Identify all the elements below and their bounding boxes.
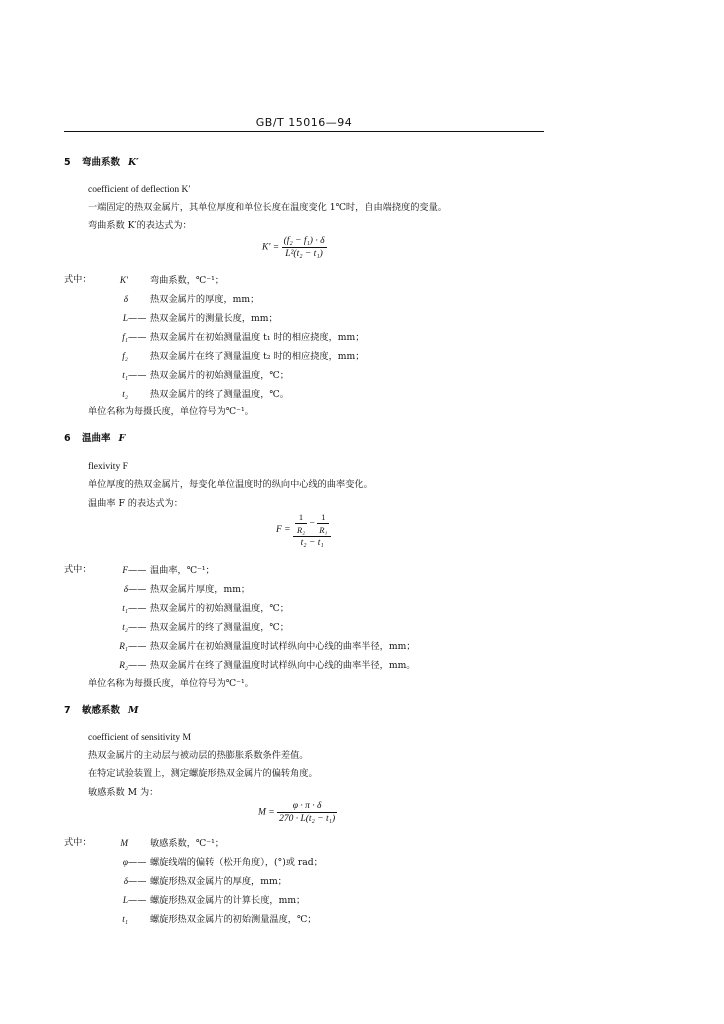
definition-dash: —— xyxy=(128,660,147,671)
definition-row xyxy=(64,350,364,363)
section-7-defs xyxy=(64,837,92,849)
definition-row xyxy=(64,293,259,306)
section-5-formula-intro: 弯曲系数 K′的表达式为： xyxy=(88,220,192,231)
definition-symbol: L xyxy=(122,313,128,323)
definition-symbol: t₁ xyxy=(122,914,128,924)
definition-dash: —— xyxy=(128,603,147,614)
definition-symbol: F xyxy=(122,565,128,575)
definition-text: 螺旋形热双金属片的厚度，mm； xyxy=(150,876,287,887)
definition-text: 热双金属片在终了测量温度 t₂ 时的相应挠度，mm； xyxy=(150,351,365,362)
definition-dash: —— xyxy=(128,370,147,381)
formula-lhs: M = xyxy=(258,807,275,818)
definition-text: 弯曲系数，℃⁻¹； xyxy=(150,275,224,286)
where-label: 式中： xyxy=(64,274,92,285)
section-6-heading xyxy=(64,433,125,445)
definition-row xyxy=(64,583,250,596)
inner-denominator-a: R₂ xyxy=(296,525,306,535)
definition-text: 热双金属片的初始测量温度，℃； xyxy=(150,603,289,614)
definition-row xyxy=(64,659,416,672)
definition-symbol: t₂ xyxy=(122,622,128,632)
where-label: 式中： xyxy=(64,564,92,575)
header-rule xyxy=(64,131,544,132)
definition-row xyxy=(64,856,323,869)
section-5-number: 5 xyxy=(64,157,71,168)
formula-outer-numerator xyxy=(293,512,331,537)
formula-minus: − xyxy=(309,518,315,529)
section-6-formula xyxy=(276,512,331,548)
section-7-symbol: M xyxy=(128,705,139,716)
section-7-formula xyxy=(258,801,337,824)
section-5-definition: 一端固定的热双金属片，其单位厚度和单位长度在温度变化 1℃时，自由端挠度的变量。 xyxy=(88,202,447,213)
formula-inner-fraction-b xyxy=(317,512,329,535)
definition-text: 热双金属片的厚度，mm； xyxy=(150,294,260,305)
definition-text: 热双金属片在终了测量温度时试样纵向中心线的曲率半径，mm。 xyxy=(150,660,416,671)
definition-text: 热双金属片的终了测量温度，℃； xyxy=(150,622,289,633)
definition-text: 热双金属片的初始测量温度，℃； xyxy=(150,370,289,381)
definition-symbol: K′ xyxy=(119,275,128,285)
definition-text: 热双金属片在初始测量温度 t₁ 时的相应挠度，mm； xyxy=(150,332,365,343)
section-6-definition: 单位厚度的热双金属片，每变化单位温度时的纵向中心线的曲率变化。 xyxy=(88,479,373,490)
section-7-formula-intro: 敏感系数 M 为： xyxy=(88,787,159,798)
formula-fraction xyxy=(282,236,327,259)
formula-inner-fraction-a xyxy=(295,512,307,535)
formula-denominator: 270 · L(t₂ − t₁) xyxy=(279,814,336,824)
definition-dash: —— xyxy=(128,876,147,887)
section-7-number: 7 xyxy=(64,705,71,716)
formula-lhs: F = xyxy=(276,525,291,535)
definition-dash: —— xyxy=(128,622,147,633)
section-6-number: 6 xyxy=(64,433,71,444)
definition-symbol: f₁ xyxy=(122,332,128,342)
formula-outer-fraction xyxy=(293,512,331,548)
definition-symbol: δ xyxy=(123,294,128,304)
definition-row xyxy=(64,640,416,653)
definition-text: 热双金属片的终了测量温度，℃。 xyxy=(150,389,289,400)
definition-symbol: R₂ xyxy=(119,660,128,670)
section-5-defs xyxy=(64,274,92,286)
definition-dash: —— xyxy=(128,565,147,576)
section-7-definition-1: 热双金属片的主动层与被动层的热膨胀系数条件差值。 xyxy=(88,750,309,761)
definition-symbol: f₂ xyxy=(122,351,128,361)
section-6-defs xyxy=(64,564,92,576)
section-6-title: 温曲率 xyxy=(82,433,111,444)
section-6-english-term: flexivity F xyxy=(88,462,128,472)
definition-text: 热双金属片的测量长度，mm； xyxy=(150,313,278,324)
formula-outer-denominator: t₂ − t₁ xyxy=(300,538,324,548)
section-5-english-term: coefficient of deflection K′ xyxy=(88,185,191,195)
section-6-formula-intro: 温曲率 F 的表达式为： xyxy=(88,498,183,509)
section-5-heading xyxy=(64,157,139,169)
standard-code-header: GB/T 15016—94 xyxy=(255,116,353,129)
definition-dash: —— xyxy=(128,313,147,324)
formula-numerator: (f₂ − f₁) · δ xyxy=(283,236,325,246)
section-5-symbol: K′ xyxy=(128,157,139,168)
definition-text: 热双金属片在初始测量温度时试样纵向中心线的曲率半径，mm； xyxy=(150,641,416,652)
formula-lhs: K′ = xyxy=(262,242,280,253)
definition-dash: —— xyxy=(128,895,147,906)
definition-row xyxy=(64,312,278,325)
definition-dash: —— xyxy=(128,332,147,343)
section-5-unit-note: 单位名称为每摄氏度，单位符号为℃⁻¹。 xyxy=(88,406,254,417)
definition-row xyxy=(64,602,289,615)
definition-row xyxy=(64,369,289,382)
definition-dash: —— xyxy=(128,641,147,652)
definition-text: 温曲率，℃⁻¹； xyxy=(150,565,215,576)
where-label: 式中： xyxy=(64,837,92,848)
section-7-heading xyxy=(64,705,139,717)
formula-denominator: L²(t₂ − t₁) xyxy=(285,249,323,259)
section-7-english-term: coefficient of sensitivity M xyxy=(88,733,191,743)
definition-row xyxy=(64,331,364,344)
definition-symbol: L xyxy=(122,895,128,905)
definition-row xyxy=(64,388,289,401)
inner-numerator-a: 1 xyxy=(295,512,307,524)
section-5-formula xyxy=(262,236,327,259)
definition-symbol: t₁ xyxy=(122,370,128,380)
section-7-definition-2: 在特定试验装置上，测定螺旋形热双金属片的偏转角度。 xyxy=(88,768,318,779)
definition-row xyxy=(64,894,305,907)
definition-text: 螺旋形热双金属片的初始测量温度，℃； xyxy=(150,914,317,925)
definition-text: 热双金属片厚度，mm； xyxy=(150,584,251,595)
definition-row xyxy=(64,875,287,888)
definition-text: 敏感系数，℃⁻¹； xyxy=(150,838,224,849)
definition-symbol: δ xyxy=(123,876,128,886)
formula-numerator: φ · π · δ xyxy=(277,801,337,813)
definition-text: 螺旋线端的偏转（松开角度），(°)或 rad； xyxy=(150,857,323,868)
definition-symbol: t₂ xyxy=(122,389,128,399)
definition-symbol: t₁ xyxy=(122,603,128,613)
definition-symbol: R₁ xyxy=(119,641,128,651)
inner-numerator-b: 1 xyxy=(317,512,329,524)
section-7-title: 敏感系数 xyxy=(82,705,121,716)
section-6-symbol: F xyxy=(118,433,126,444)
definition-dash: —— xyxy=(128,857,147,868)
definition-symbol: M xyxy=(120,838,128,848)
inner-denominator-b: R₁ xyxy=(319,525,328,535)
definition-dash: —— xyxy=(128,584,147,595)
section-5-title: 弯曲系数 xyxy=(82,157,121,168)
definition-row xyxy=(64,913,316,926)
section-6-unit-note: 单位名称为每摄氏度，单位符号为℃⁻¹。 xyxy=(88,678,254,689)
definition-row xyxy=(64,621,289,634)
definition-symbol: δ xyxy=(123,584,128,594)
definition-text: 螺旋形热双金属片的计算长度，mm； xyxy=(150,895,306,906)
formula-fraction xyxy=(277,801,337,824)
definition-symbol: φ xyxy=(122,857,128,867)
